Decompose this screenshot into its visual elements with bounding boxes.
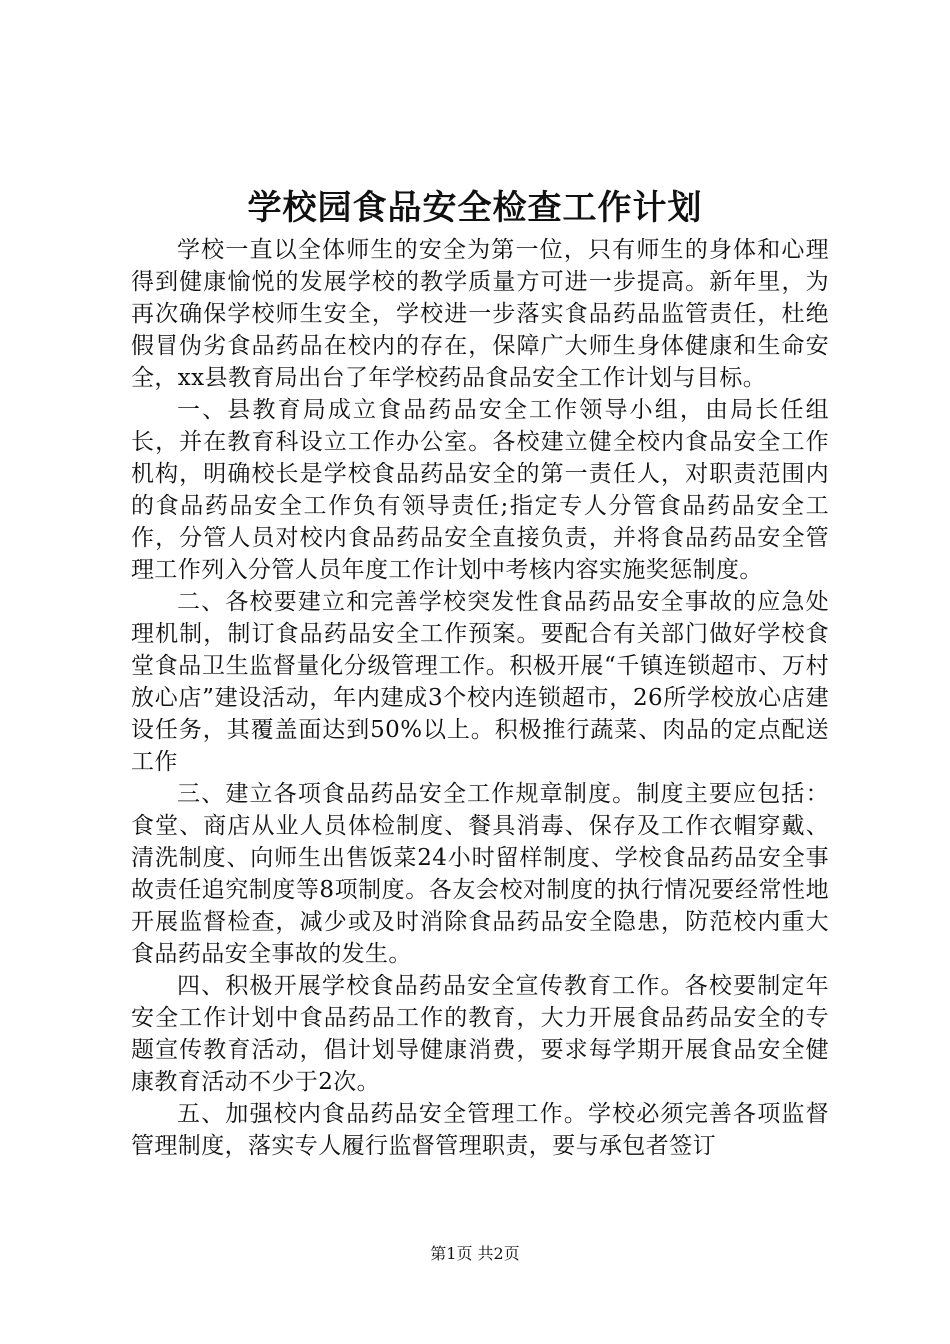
paragraph-section-3: 三、建立各项食品药品安全工作规章制度。制度主要应包括：食堂、商店从业人员体检制度、餐具消毒、保存及工作衣帽穿戴、清洗制度、向师生出售饭菜24小时留样制度、学校食品药品安全事故责任追究制度等8项制度。各友会校对制度的执行情况要经常性地开展监督检查，减少或及时消除食品药品安全隐患，防范校内重大食品药品安全事故的发生。 bbox=[131, 781, 829, 967]
document-body bbox=[131, 234, 829, 1162]
paragraph-section-4: 四、积极开展学校食品药品安全宣传教育工作。各校要制定年安全工作计划中食品药品工作的教育，大力开展食品药品安全的专题宣传教育活动，倡计划导健康消费，要求每学期开展食品安全健康教育活动不少于2次。 bbox=[131, 973, 829, 1095]
paragraph-intro: 学校一直以全体师生的安全为第一位，只有师生的身体和心理得到健康愉悦的发展学校的教学质量方可进一步提高。新年里，为再次确保学校师生安全，学校进一步落实食品药品监管责任，杜绝假冒伪劣食品药品在校内的存在，保障广大师生身体健康和生命安全，xx县教育局出台了年学校药品食品安全工作计划与目标。 bbox=[131, 237, 829, 391]
page-number-footer: 第1页 共2页 bbox=[430, 1244, 520, 1263]
document-title: 学校园食品安全检查工作计划 bbox=[247, 188, 703, 228]
paragraph-section-5: 五、加强校内食品药品安全管理工作。学校必须完善各项监督管理制度，落实专人履行监督管理职责，要与承包者签订 bbox=[131, 1101, 829, 1159]
paragraph-section-2: 二、各校要建立和完善学校突发性食品药品安全事故的应急处理机制，制订食品药品安全工作预案。要配合有关部门做好学校食堂食品卫生监督量化分级管理工作。积极开展“千镇连锁超市、万村放心店”建设活动，年内建成3个校内连锁超市，26所学校放心店建设任务，其覆盖面达到50%以上。积极推行蔬菜、肉品的定点配送工作 bbox=[131, 589, 829, 775]
paragraph-section-1: 一、县教育局成立食品药品安全工作领导小组，由局长任组长，并在教育科设立工作办公室。各校建立健全校内食品安全工作机构，明确校长是学校食品药品安全的第一责任人，对职责范围内的食品药品安全工作负有领导责任;指定专人分管食品药品安全工作，分管人员对校内食品药品安全直接负责，并将食品药品安全管理工作列入分管人员年度工作计划中考核内容实施奖惩制度。 bbox=[131, 397, 829, 583]
